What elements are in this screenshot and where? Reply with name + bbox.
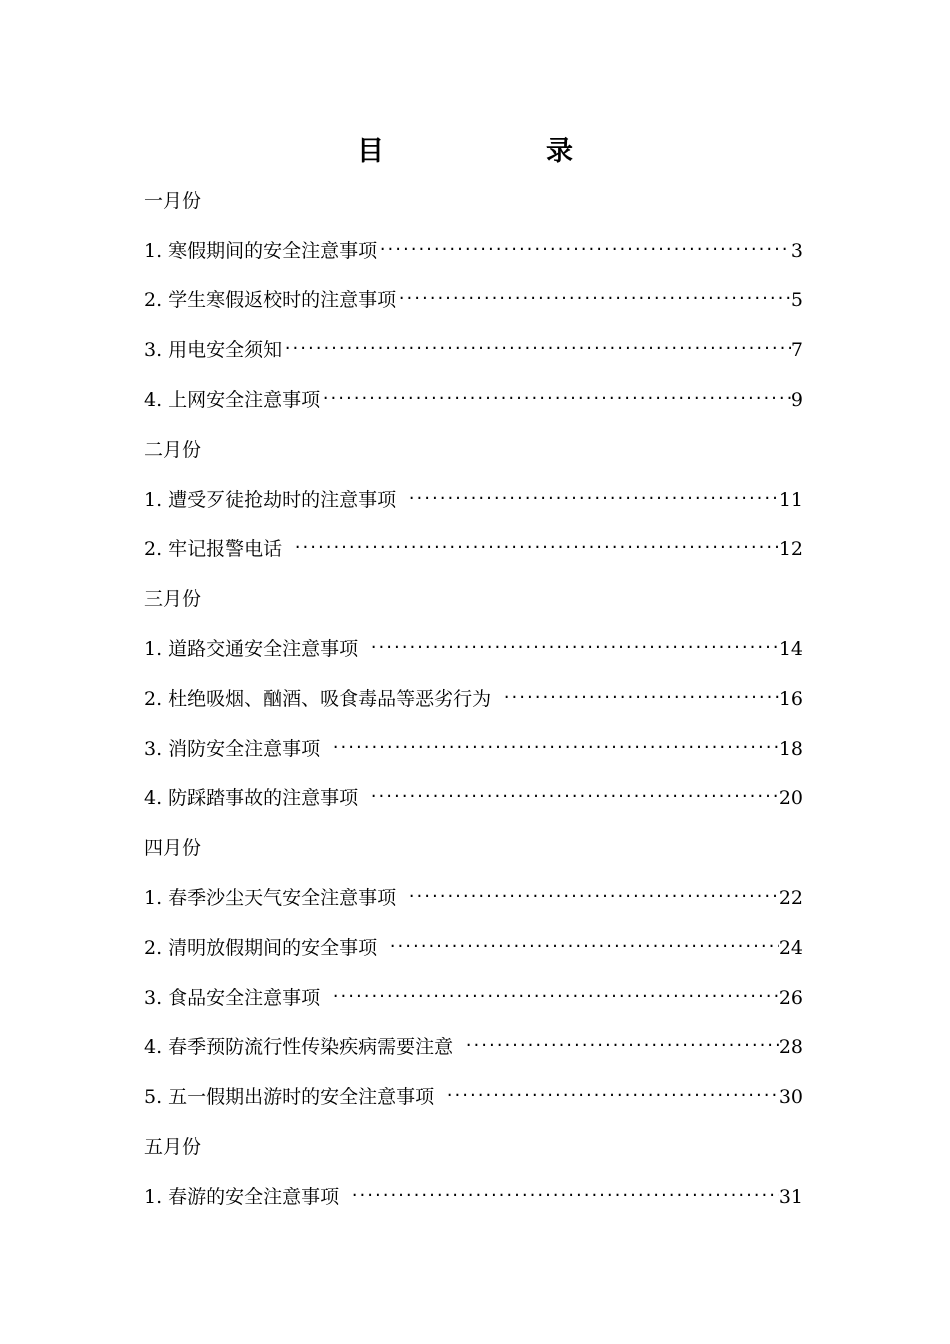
toc-entry-label: 2. 清明放假期间的安全事项 [144, 936, 378, 959]
toc-entry-label: 5. 五一假期出游时的安全注意事项 [144, 1086, 435, 1109]
month-heading: 三月份 [144, 588, 202, 611]
table-of-contents [144, 176, 803, 1222]
toc-entry-label: 2. 牢记报警电话 [144, 538, 283, 561]
toc-entry-page: 24 [778, 936, 803, 959]
toc-entry[interactable] [144, 325, 803, 375]
toc-entry-label: 1. 春游的安全注意事项 [144, 1185, 340, 1208]
toc-entry-page: 11 [778, 488, 803, 511]
month-heading: 二月份 [144, 438, 202, 461]
toc-entry-page: 12 [778, 538, 803, 561]
toc-entry-label: 4. 春季预防流行性传染疾病需要注意 [144, 1036, 454, 1059]
toc-entry[interactable] [144, 973, 803, 1023]
toc-entry-page: 20 [778, 787, 803, 810]
toc-entry-label: 4. 上网安全注意事项 [144, 389, 321, 412]
dot-leader [388, 933, 779, 959]
toc-entry-label: 1. 春季沙尘天气安全注意事项 [144, 887, 397, 910]
dot-leader [283, 335, 791, 361]
dot-leader [331, 734, 779, 760]
toc-entry-page: 7 [790, 339, 803, 362]
toc-entry[interactable] [144, 1172, 803, 1222]
dot-leader [502, 684, 779, 710]
toc-entry[interactable] [144, 923, 803, 973]
toc-entry[interactable] [144, 1023, 803, 1073]
toc-entry[interactable] [144, 276, 803, 326]
dot-leader [369, 634, 779, 660]
toc-entry[interactable] [144, 724, 803, 774]
toc-entry[interactable] [144, 674, 803, 724]
toc-title: 目 录 [357, 136, 609, 167]
toc-entry-page: 22 [778, 887, 803, 910]
month-heading: 五月份 [144, 1136, 202, 1159]
toc-entry[interactable] [144, 624, 803, 674]
dot-leader [464, 1032, 779, 1058]
dot-leader [293, 534, 779, 560]
toc-entry-label: 2. 杜绝吸烟、酗酒、吸食毒品等恶劣行为 [144, 687, 492, 710]
toc-entry[interactable] [144, 375, 803, 425]
toc-entry-label: 3. 用电安全须知 [144, 339, 283, 362]
dot-leader [445, 1082, 779, 1108]
toc-entry-page: 16 [778, 687, 803, 710]
toc-entry-page: 26 [778, 986, 803, 1009]
dot-leader [397, 285, 791, 311]
toc-entry-page: 5 [790, 289, 803, 312]
toc-entry[interactable] [144, 873, 803, 923]
dot-leader [331, 983, 779, 1009]
toc-entry[interactable] [144, 226, 803, 276]
toc-entry[interactable] [144, 525, 803, 575]
dot-leader [350, 1182, 779, 1208]
toc-entry-label: 1. 寒假期间的安全注意事项 [144, 239, 378, 262]
month-heading: 四月份 [144, 837, 202, 860]
dot-leader [321, 385, 791, 411]
toc-entry-label: 2. 学生寒假返校时的注意事项 [144, 289, 397, 312]
toc-entry-label: 3. 食品安全注意事项 [144, 986, 321, 1009]
month-heading: 一月份 [144, 189, 202, 212]
dot-leader [407, 485, 779, 511]
toc-entry-page: 3 [790, 239, 803, 262]
toc-entry-label: 3. 消防安全注意事项 [144, 737, 321, 760]
toc-entry-label: 1. 遭受歹徒抢劫时的注意事项 [144, 488, 397, 511]
toc-entry[interactable] [144, 1072, 803, 1122]
toc-entry-page: 14 [778, 638, 803, 661]
toc-entry-page: 30 [778, 1086, 803, 1109]
toc-entry[interactable] [144, 774, 803, 824]
toc-entry-label: 4. 防踩踏事故的注意事项 [144, 787, 359, 810]
toc-entry[interactable] [144, 475, 803, 525]
toc-entry-page: 9 [790, 389, 803, 412]
dot-leader [407, 883, 779, 909]
dot-leader [369, 783, 779, 809]
toc-entry-page: 28 [778, 1036, 803, 1059]
toc-entry-label: 1. 道路交通安全注意事项 [144, 638, 359, 661]
toc-entry-page: 18 [778, 737, 803, 760]
toc-entry-page: 31 [778, 1185, 803, 1208]
dot-leader [378, 236, 791, 262]
